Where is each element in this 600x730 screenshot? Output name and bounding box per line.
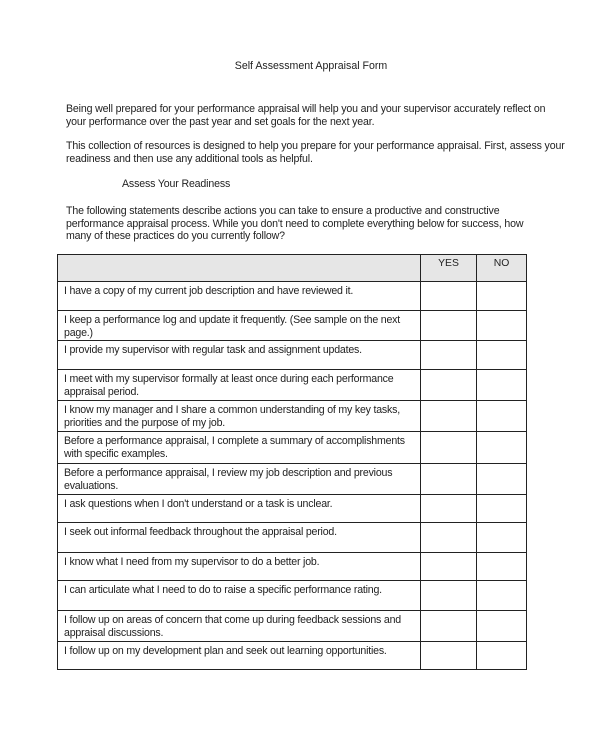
table-row — [58, 553, 527, 581]
header-yes: YES — [421, 255, 477, 282]
table-row — [58, 311, 527, 341]
yes-checkbox-cell[interactable] — [421, 553, 477, 581]
yes-checkbox-cell[interactable] — [421, 642, 477, 670]
yes-checkbox-cell[interactable] — [421, 401, 477, 432]
statement-cell: I seek out informal feedback throughout the appraisal period. — [58, 523, 421, 553]
statement-cell: I know my manager and I share a common understanding of my key tasks, priorities and the purpose of my job. — [58, 401, 421, 432]
section-subheading: Assess Your Readiness — [122, 178, 231, 190]
no-checkbox-cell[interactable] — [477, 464, 527, 495]
statement-cell: I can articulate what I need to do to raise a specific performance rating. — [58, 581, 421, 611]
statement-cell: I follow up on areas of concern that come up during feedback sessions and appraisal discussions. — [58, 611, 421, 642]
table-row — [58, 495, 527, 523]
yes-checkbox-cell[interactable] — [421, 341, 477, 370]
no-checkbox-cell[interactable] — [477, 282, 527, 311]
yes-checkbox-cell[interactable] — [421, 523, 477, 553]
header-no: NO — [477, 255, 527, 282]
intro-paragraph-2: This collection of resources is designed to help you prepare for your performance appraisal. First, assess your readiness and then use any additional tools as helpful. — [66, 140, 565, 165]
statement-cell: Before a performance appraisal, I complete a summary of accomplishments with specific examples. — [58, 432, 421, 464]
table-row — [58, 370, 527, 401]
no-checkbox-cell[interactable] — [477, 495, 527, 523]
yes-checkbox-cell[interactable] — [421, 282, 477, 311]
statement-cell: I have a copy of my current job description and have reviewed it. — [58, 282, 421, 311]
yes-checkbox-cell[interactable] — [421, 311, 477, 341]
yes-checkbox-cell[interactable] — [421, 611, 477, 642]
instructions-paragraph: The following statements describe actions you can take to ensure a productive and constructive performance appraisal process. While you don't need to complete everything below for success, how many of these practices do you currently follow? — [66, 205, 524, 242]
table-header-row — [58, 255, 527, 282]
no-checkbox-cell[interactable] — [477, 341, 527, 370]
header-statement — [58, 255, 421, 282]
no-checkbox-cell[interactable] — [477, 611, 527, 642]
yes-checkbox-cell[interactable] — [421, 495, 477, 523]
table-row — [58, 581, 527, 611]
table-row — [58, 282, 527, 311]
statement-cell: I know what I need from my supervisor to do a better job. — [58, 553, 421, 581]
statement-cell: I provide my supervisor with regular task and assignment updates. — [58, 341, 421, 370]
no-checkbox-cell[interactable] — [477, 553, 527, 581]
table-row — [58, 341, 527, 370]
no-checkbox-cell[interactable] — [477, 523, 527, 553]
yes-checkbox-cell[interactable] — [421, 581, 477, 611]
statement-cell: I follow up on my development plan and seek out learning opportunities. — [58, 642, 421, 670]
table-row — [58, 464, 527, 495]
yes-checkbox-cell[interactable] — [421, 370, 477, 401]
table-row — [58, 432, 527, 464]
table-row — [58, 401, 527, 432]
no-checkbox-cell[interactable] — [477, 370, 527, 401]
yes-checkbox-cell[interactable] — [421, 432, 477, 464]
table-row — [58, 523, 527, 553]
no-checkbox-cell[interactable] — [477, 581, 527, 611]
table-row — [58, 642, 527, 670]
yes-checkbox-cell[interactable] — [421, 464, 477, 495]
statement-cell: I meet with my supervisor formally at least once during each performance appraisal period. — [58, 370, 421, 401]
page-title: Self Assessment Appraisal Form — [234, 60, 388, 72]
table-row — [58, 611, 527, 642]
no-checkbox-cell[interactable] — [477, 432, 527, 464]
no-checkbox-cell[interactable] — [477, 642, 527, 670]
no-checkbox-cell[interactable] — [477, 311, 527, 341]
intro-paragraph-1: Being well prepared for your performance appraisal will help you and your supervisor accurately reflect on your performance over the past year and set goals for the next year. — [66, 103, 546, 128]
readiness-checklist-table — [57, 254, 527, 670]
statement-cell: I keep a performance log and update it frequently. (See sample on the next page.) — [58, 311, 421, 341]
statement-cell: I ask questions when I don't understand or a task is unclear. — [58, 495, 421, 523]
no-checkbox-cell[interactable] — [477, 401, 527, 432]
statement-cell: Before a performance appraisal, I review my job description and previous evaluations. — [58, 464, 421, 495]
